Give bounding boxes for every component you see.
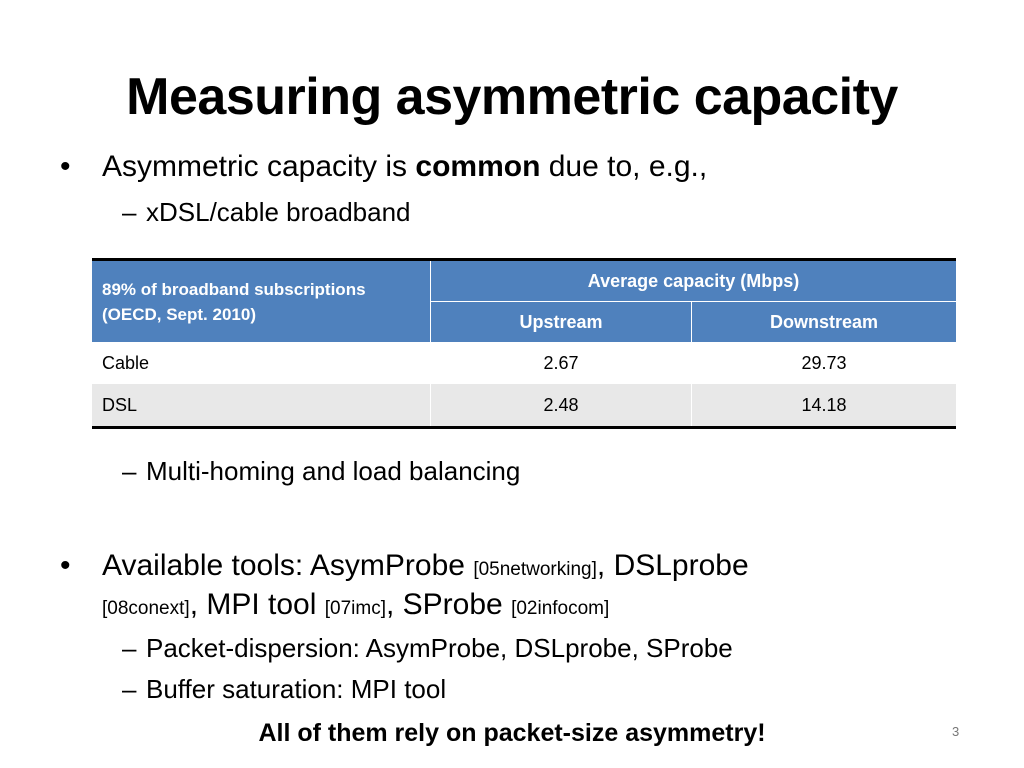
corner-line-1: 89% of broadband subscriptions: [102, 279, 366, 299]
cell-upstream: 2.48: [431, 384, 692, 428]
subbullet-saturation: [122, 674, 446, 705]
bullet-text-bold: common: [415, 150, 541, 183]
bullet-glyph: •: [60, 150, 71, 183]
bullet-tools: [60, 549, 749, 583]
bullet-tools-line2: [102, 588, 609, 622]
subbullet-multihoming: [122, 456, 520, 487]
row-label: Cable: [92, 342, 431, 384]
ref-08conext: 08conext: [107, 598, 185, 619]
bullet-glyph: •: [60, 549, 71, 582]
table-row: [92, 384, 956, 428]
ref-bracket: [02infocom]: [511, 598, 610, 619]
subbullet-text: Multi-homing and load balancing: [146, 456, 521, 486]
corner-line-2: (OECD, Sept. 2010): [102, 304, 256, 324]
dash-glyph: –: [122, 633, 137, 663]
subbullet-text: Packet-dispersion: AsymProbe, DSLprobe, SProbe: [146, 633, 733, 663]
table-corner-cell: [92, 260, 431, 343]
bullet-text-after: due to, e.g.,: [540, 150, 708, 183]
bullet-text-before: Asymmetric capacity is: [102, 150, 416, 183]
ref-bracket: [08conext]: [102, 598, 190, 619]
group-header: Average capacity (Mbps): [431, 260, 957, 302]
subbullet-text: xDSL/cable broadband: [146, 197, 411, 227]
col-header-downstream: Downstream: [692, 302, 957, 343]
subbullet-dispersion: [122, 633, 733, 664]
ref-02infocom: 02infocom: [516, 598, 605, 619]
cell-upstream: 2.67: [431, 342, 692, 384]
cell-downstream: 29.73: [692, 342, 957, 384]
col-header-upstream: Upstream: [431, 302, 692, 343]
dash-glyph: –: [122, 197, 137, 227]
table-row: [92, 342, 956, 384]
tools-text-1: Available tools: AsymProbe: [102, 549, 474, 582]
tools-text-2: , DSLprobe: [596, 549, 749, 582]
slide-title: Measuring asymmetric capacity: [126, 68, 898, 126]
dash-glyph: –: [122, 456, 137, 486]
page-number: 3: [952, 724, 960, 739]
row-label: DSL: [92, 384, 431, 428]
footer-statement: All of them rely on packet-size asymmetry!: [258, 719, 766, 747]
cell-downstream: 14.18: [692, 384, 957, 428]
dash-glyph: –: [122, 674, 137, 704]
ref-bracket: [07imc]: [324, 598, 386, 619]
ref-bracket: [05networking]: [473, 559, 597, 580]
tools-text-3: , MPI tool: [189, 588, 325, 621]
subbullet-text: Buffer saturation: MPI tool: [146, 674, 447, 704]
ref-05networking: 05networking: [478, 559, 592, 580]
capacity-table: [92, 258, 956, 429]
ref-07imc: 07imc: [330, 598, 381, 619]
tools-text-4: , SProbe: [385, 588, 512, 621]
subbullet-broadband: [122, 197, 411, 228]
bullet-common: [60, 150, 707, 184]
